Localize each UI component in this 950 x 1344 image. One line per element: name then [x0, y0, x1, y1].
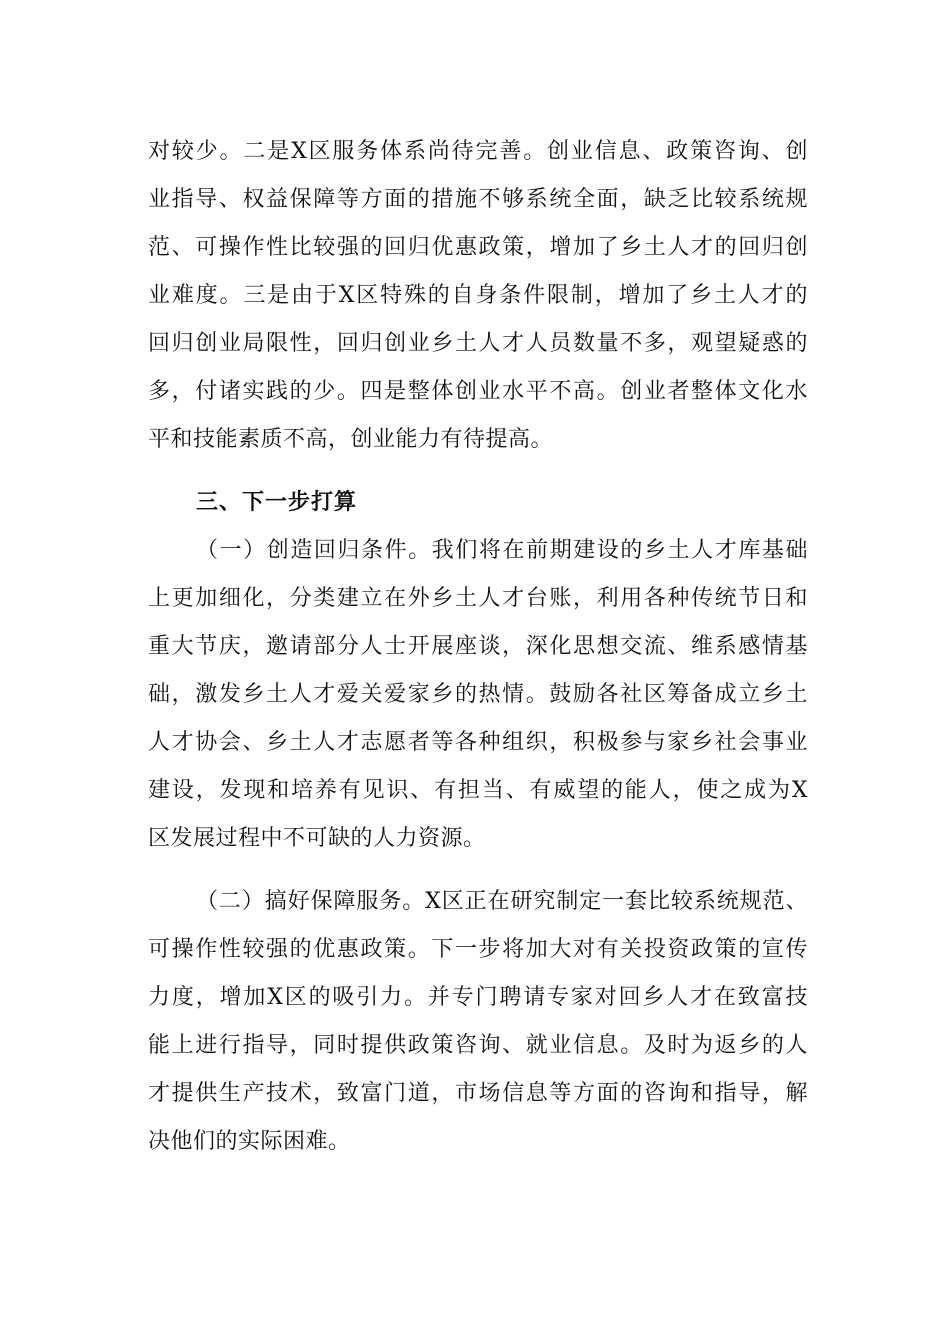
- paragraph-line: 对较少。二是X区服务体系尚待完善。创业信息、政策咨询、创: [148, 139, 808, 164]
- paragraph-line: 多，付诸实践的少。四是整体创业水平不高。创业者整体文化水: [148, 379, 808, 404]
- paragraph-line: 能上进行指导，同时提供政策咨询、就业信息。及时为返乡的人: [148, 1033, 808, 1058]
- paragraph-line: 可操作性较强的优惠政策。下一步将加大对有关投资政策的宣传: [148, 937, 808, 962]
- paragraph-line: 础，激发乡土人才爱关爱家乡的热情。鼓励各社区筹备成立乡土: [148, 682, 808, 707]
- paragraph-line: 力度，增加X区的吸引力。并专门聘请专家对回乡人才在致富技: [148, 985, 808, 1010]
- paragraph-line: 回归创业局限性，回归创业乡土人才人员数量不多，观望疑惑的: [148, 331, 808, 356]
- section-heading: 三、下一步打算: [196, 490, 358, 515]
- paragraph-line: 业指导、权益保障等方面的措施不够系统全面，缺乏比较系统规: [148, 187, 808, 212]
- paragraph-line: （二）搞好保障服务。X区正在研究制定一套比较系统规范、: [196, 889, 808, 914]
- paragraph-line: 重大节庆，邀请部分人士开展座谈，深化思想交流、维系感情基: [148, 634, 808, 659]
- paragraph-line: 区发展过程中不可缺的人力资源。: [148, 826, 486, 851]
- paragraph-line: 业难度。三是由于X区特殊的自身条件限制，增加了乡土人才的: [148, 283, 808, 308]
- paragraph-line: （一）创造回归条件。我们将在前期建设的乡土人才库基础: [196, 538, 808, 563]
- paragraph-line: 上更加细化，分类建立在外乡土人才台账，利用各种传统节日和: [148, 586, 808, 611]
- paragraph-line: 才提供生产技术，致富门道，市场信息等方面的咨询和指导，解: [148, 1081, 808, 1106]
- paragraph-line: 人才协会、乡土人才志愿者等各种组织，积极参与家乡社会事业: [148, 730, 808, 755]
- paragraph-line: 决他们的实际困难。: [148, 1129, 351, 1154]
- paragraph-line: 平和技能素质不高，创业能力有待提高。: [148, 427, 554, 452]
- paragraph-line: 建设，发现和培养有见识、有担当、有威望的能人，使之成为X: [148, 778, 808, 803]
- paragraph-line: 范、可操作性比较强的回归优惠政策，增加了乡土人才的回归创: [148, 235, 808, 260]
